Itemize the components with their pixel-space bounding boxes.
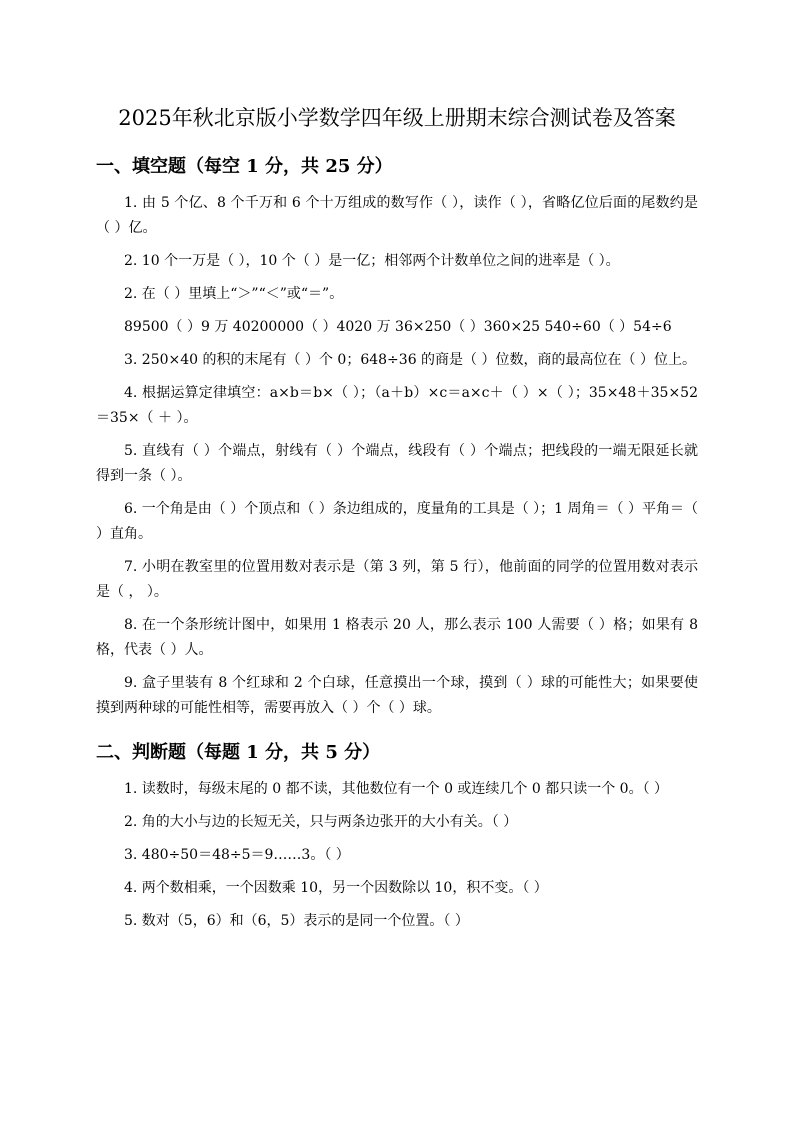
question-judge-4: 4. 两个数相乘，一个因数乘 10，另一个因数除以 10，积不变。（ ） bbox=[124, 880, 548, 896]
page-title: 2025年秋北京版小学数学四年级上册期末综合测试卷及答案 bbox=[118, 106, 676, 130]
question-fill-compare-items: 89500（ ）9 万 40200000（ ）4020 万 36×250（ ）360×25 540÷60（ ）54÷6 bbox=[124, 319, 672, 335]
question-fill-8: 8. 在一个条形统计图中，如果用 1 格表示 20 人，那么表示 100 人需要（ ）格；如果有 8 格，代表（ ）人。 bbox=[96, 617, 698, 658]
section-heading-true-false: 二、判断题（每题 1 分，共 5 分） bbox=[96, 742, 381, 763]
question-judge-5: 5. 数对（5，6）和（6，5）表示的是同一个位置。（ ） bbox=[124, 913, 469, 929]
question-fill-5: 5. 直线有（ ）个端点，射线有（ ）个端点，线段有（ ）个端点；把线段的一端无限延长就得到一条（ ）。 bbox=[96, 443, 698, 484]
question-fill-2: 2. 10 个一万是（ ），10 个（ ）是一亿；相邻两个计数单位之间的进率是（ ）。 bbox=[124, 253, 620, 269]
question-fill-7: 7. 小明在教室里的位置用数对表示是（第 3 列，第 5 行），他前面的同学的位置用数对表示是（ ， ）。 bbox=[96, 559, 698, 600]
question-fill-3: 3. 250×40 的积的末尾有（ ）个 0；648÷36 的商是（ ）位数，商的最高位在（ ）位上。 bbox=[124, 352, 696, 368]
question-fill-4: 4. 根据运算定律填空：a×b＝b×（ ）；（a＋b）×c＝a×c＋（ ）×（ ）；35×48＋35×52＝35×（ ＋ ）。 bbox=[96, 385, 698, 426]
question-fill-compare: 2. 在（ ）里填上“＞”“＜”或“＝”。 bbox=[124, 286, 344, 302]
question-judge-1: 1. 读数时，每级末尾的 0 都不读，其他数位有一个 0 或连续几个 0 都只读一个 0。（ ） bbox=[124, 781, 669, 797]
question-fill-6: 6. 一个角是由（ ）个顶点和（ ）条边组成的，度量角的工具是（ ）；1 周角＝（ ）平角＝（ ）直角。 bbox=[96, 501, 698, 542]
question-fill-9: 9. 盒子里装有 8 个红球和 2 个白球，任意摸出一个球，摸到（ ）球的可能性大；如果要使摸到两种球的可能性相等，需要再放入（ ）个（ ）球。 bbox=[96, 675, 698, 716]
question-fill-1: 1. 由 5 个亿、8 个千万和 6 个十万组成的数写作（ ），读作（ ），省略亿位后面的尾数约是（ ）亿。 bbox=[96, 195, 698, 236]
section-heading-fill-blank: 一、填空题（每空 1 分，共 25 分） bbox=[96, 156, 393, 177]
question-judge-2: 2. 角的大小与边的长短无关，只与两条边张开的大小有关。（ ） bbox=[124, 814, 518, 830]
question-judge-3: 3. 480÷50＝48÷5＝9……3。（ ） bbox=[124, 847, 350, 863]
